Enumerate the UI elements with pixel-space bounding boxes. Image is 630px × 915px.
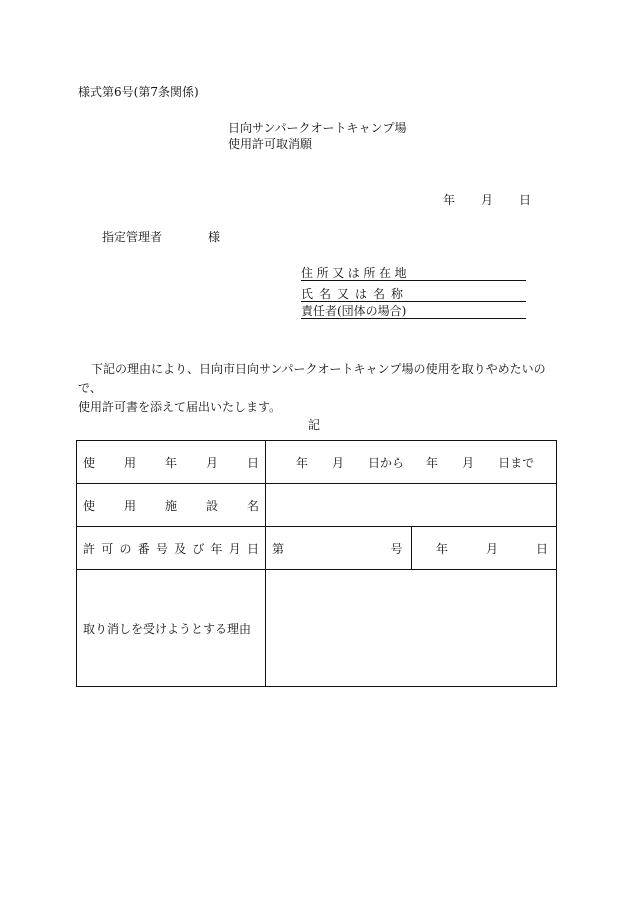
body-line-1: 下記の理由により、日向市日向サンパークオートキャンプ場の使用を取りやめたいので、	[78, 362, 546, 395]
addressee-name: 指定管理者	[102, 230, 163, 244]
addressee-honorific: 様	[208, 230, 221, 244]
applicant-name-field[interactable]: 氏名又は名称	[301, 287, 526, 302]
reason-field[interactable]	[266, 570, 557, 687]
submission-date	[443, 193, 531, 207]
permit-date-field[interactable]: 年 月 日	[411, 527, 557, 570]
usage-period-field[interactable]: 年 月 日から 年 月 日まで	[266, 441, 557, 484]
permit-number-field[interactable]: 第 号	[266, 527, 412, 570]
ki-label: 記	[308, 418, 321, 432]
table-row-facility-name	[77, 484, 557, 527]
body-line-2: 使用許可書を添えて届出いたします。	[78, 400, 282, 414]
usage-date-label: 使 用 年 月 日	[77, 441, 266, 484]
body-text	[78, 360, 568, 417]
date-day: 日	[519, 193, 532, 207]
table-row-permit	[77, 527, 557, 570]
facility-name-field[interactable]	[266, 484, 557, 527]
addressee	[102, 230, 220, 244]
document-title-facility: 日向サンパークオートキャンプ場	[228, 121, 407, 135]
form-number: 様式第6号(第7条関係)	[78, 85, 199, 99]
table-row-reason	[77, 570, 557, 687]
reason-label: 取り消しを受けようとする理由	[77, 570, 266, 687]
date-year: 年	[443, 193, 456, 207]
date-month: 月	[481, 193, 494, 207]
applicant-address-field[interactable]: 住所又は所在地	[301, 266, 526, 281]
document-title: 使用許可取消願	[228, 137, 313, 151]
permit-number-label: 許 可 の 番 号 及 び 年 月 日	[77, 527, 266, 570]
applicant-representative-field[interactable]: 責任者(団体の場合)	[301, 304, 526, 319]
detail-table	[76, 440, 557, 687]
facility-name-label: 使 用 施 設 名	[77, 484, 266, 527]
table-row-usage-date	[77, 441, 557, 484]
